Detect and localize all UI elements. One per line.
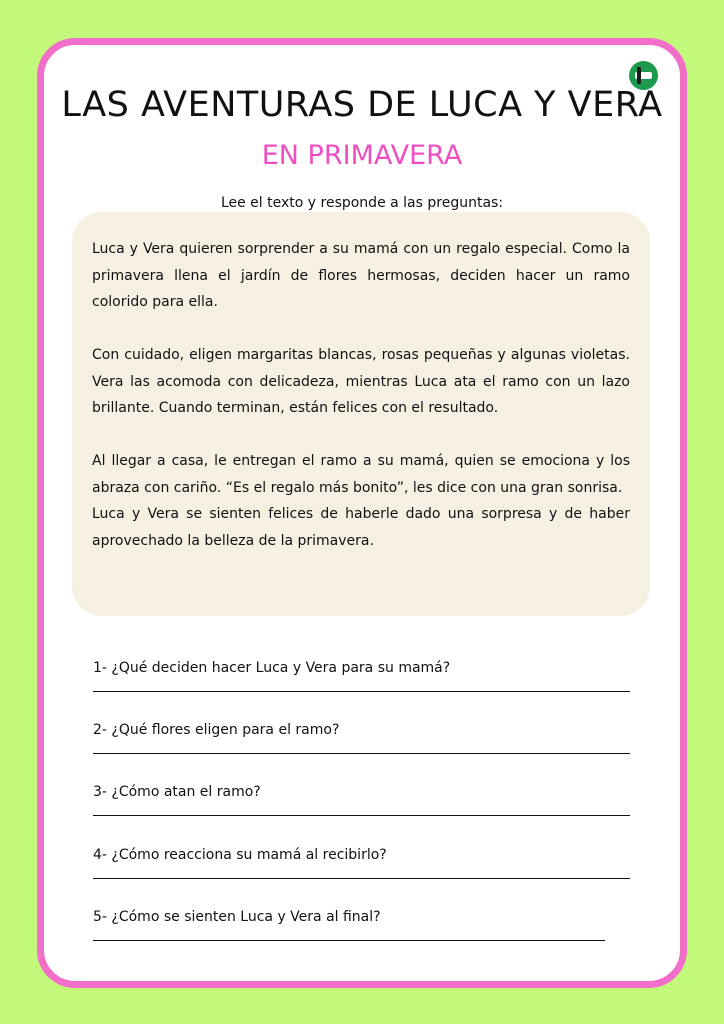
question-text: 1- ¿Qué deciden hacer Luca y Vera para su mamá? <box>93 660 451 676</box>
story-paragraph-3: Al llegar a casa, le entregan el ramo a su mamá, quien se emociona y los abraza con cariño. “Es el regalo más bonito”, les dice con una gran sonrisa. <box>92 453 630 496</box>
logo-mark <box>635 72 652 79</box>
question-text: 3- ¿Cómo atan el ramo? <box>93 784 261 800</box>
answer-line-1[interactable] <box>93 691 630 692</box>
answer-line-4[interactable] <box>93 878 630 879</box>
worksheet-page <box>37 38 687 988</box>
story-box <box>72 212 650 616</box>
worksheet-subtitle: EN PRIMAVERA <box>261 140 463 171</box>
question-text: 2- ¿Qué flores eligen para el ramo? <box>93 722 340 738</box>
worksheet-title: LAS AVENTURAS DE LUCA Y VERA <box>61 85 663 125</box>
story-paragraph-1: Luca y Vera quieren sorprender a su mamá con un regalo especial. Como la primavera llena el jardín de flores hermosas, deciden hacer un ramo colorido para ella. <box>92 241 630 310</box>
question-text: 5- ¿Cómo se sienten Luca y Vera al final? <box>93 909 381 925</box>
answer-line-2[interactable] <box>93 753 630 754</box>
story-paragraph-4: Luca y Vera se sienten felices de haberle dado una sorpresa y de haber aprovechado la belleza de la primavera. <box>92 506 630 549</box>
answer-line-5[interactable] <box>93 940 605 941</box>
question-text: 4- ¿Cómo reacciona su mamá al recibirlo? <box>93 847 387 863</box>
story-paragraph-2: Con cuidado, eligen margaritas blancas, rosas pequeñas y algunas violetas. Vera las acomoda con delicadeza, mientras Luca ata el ramo con un lazo brillante. Cuando terminan, están felices con el resultado. <box>92 347 630 416</box>
answer-line-3[interactable] <box>93 815 630 816</box>
instructions-text: Lee el texto y responde a las preguntas: <box>220 195 504 211</box>
